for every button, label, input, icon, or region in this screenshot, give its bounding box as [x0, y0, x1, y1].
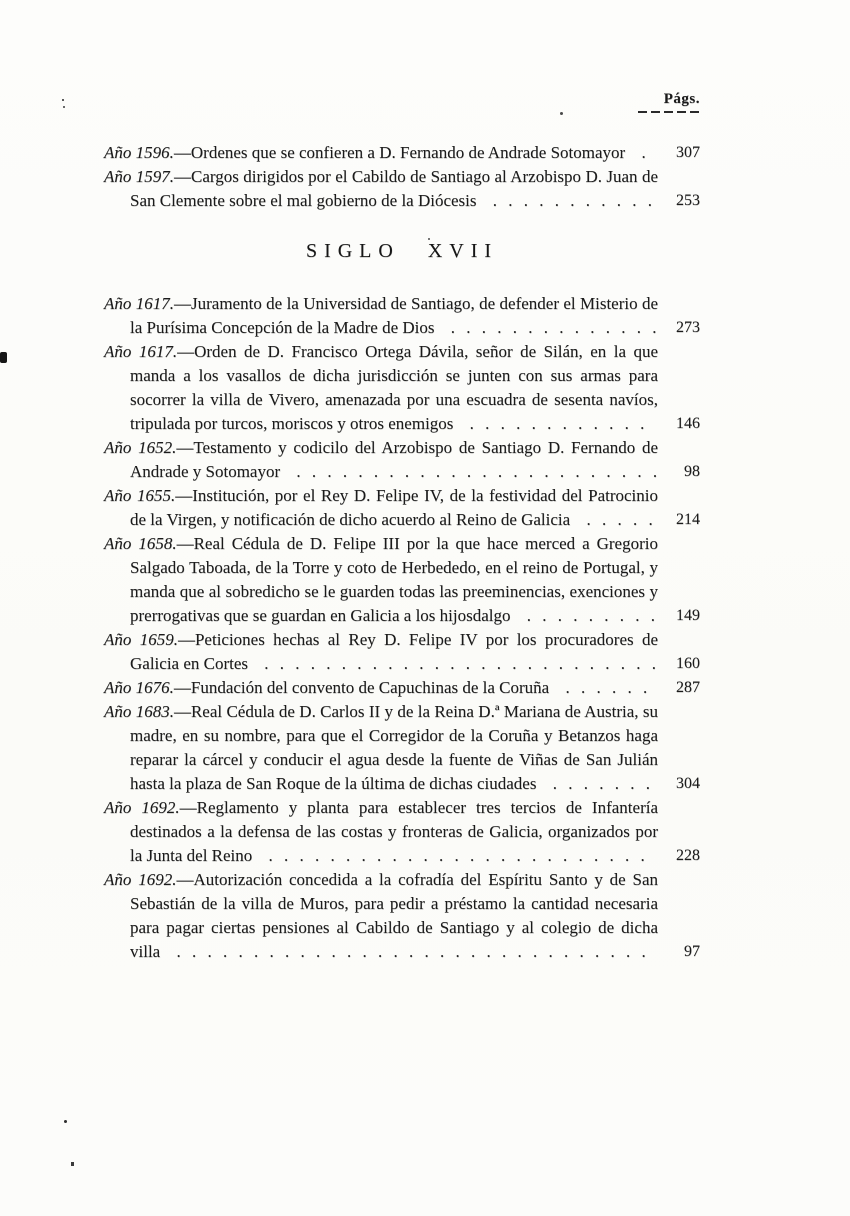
toc-entry: [104, 340, 700, 436]
entry-text: —Autorización concedida a la cofradía del Espíritu Santo y de San Sebastián de la villa de Muros, para pedir a préstamo la cantidad necesaria para pagar ciertas pensiones al Cabildo de Santiago y al colegio de dicha villa: [130, 870, 659, 961]
toc-entry: [104, 700, 700, 796]
entry-year: Año 1659.: [104, 630, 178, 649]
entry-page-number: 304: [676, 775, 700, 792]
toc-entry: [104, 532, 700, 628]
dot-leader: . . . . .: [575, 510, 653, 529]
dot-leader: . . . . . . . . . . . . . .: [439, 318, 657, 337]
dot-leader: . . . . . . . . . . . .: [458, 414, 645, 433]
toc-entry: [104, 676, 700, 700]
dot-leader: . . . . . . . . .: [515, 606, 655, 625]
scan-speck: [63, 106, 65, 108]
toc-entry: [104, 141, 700, 165]
scan-speck: [428, 238, 430, 240]
entry-text: —Cargos dirigidos por el Cabildo de Santiago al Arzobispo D. Juan de San Clemente sobre el mal gobierno de la Diócesis: [130, 167, 658, 210]
dot-leader: .: [630, 143, 646, 162]
scan-speck: [64, 1120, 67, 1123]
toc-entry: [104, 628, 700, 676]
scan-speck: [62, 99, 64, 101]
dot-leader: . . . . . . . . . . . . . . . . . . . . . . . .: [285, 462, 658, 481]
toc-entries-siglo-xvi: [104, 141, 700, 213]
entry-year: Año 1676.: [104, 678, 174, 697]
toc-entry: [104, 796, 700, 868]
entry-year: Año 1683.: [104, 702, 174, 721]
toc-entry: [104, 436, 700, 484]
entry-page-number: 287: [676, 679, 700, 696]
entry-page-number: 146: [676, 415, 700, 432]
entry-page-number: 97: [684, 943, 700, 960]
entry-text: —Juramento de la Universidad de Santiago, de defender el Misterio de la Purísima Concepción de la Madre de Dios: [130, 294, 658, 337]
entry-page-number: 228: [676, 847, 700, 864]
entry-text: —Peticiones hechas al Rey D. Felipe IV por los procuradores de Galicia en Cortes: [130, 630, 658, 673]
pags-label: Págs.: [663, 91, 700, 107]
pags-underline: [638, 111, 700, 113]
entry-year: Año 1655.: [104, 486, 176, 505]
scan-speck: [560, 112, 563, 115]
entry-year: Año 1692.: [104, 798, 180, 817]
entry-year: Año 1692.: [104, 870, 177, 889]
entry-page-number: 253: [676, 192, 700, 209]
section-heading-siglo-xvii: SIGLO XVII: [305, 240, 499, 262]
dot-leader: . . . . . . .: [541, 774, 650, 793]
entry-text: —Real Cédula de D. Felipe III por la que hace merced a Gregorio Salgado Taboada, de la Torre y coto de Herbededo, en el reino de Portugal, y manda que al sobredicho se le guarden todas las preeminencias, exenciones y prerrogativas que se guardan en Galicia a los hijosdalgo: [130, 534, 658, 625]
toc-entry: [104, 484, 700, 532]
toc-entry: [104, 165, 700, 213]
entry-year: Año 1617.: [104, 342, 178, 361]
entry-page-number: 160: [676, 655, 700, 672]
entry-text: —Real Cédula de D. Carlos II y de la Reina D.ª Mariana de Austria, su madre, en su nombre, para que el Corregidor de la Coruña y Betanzos haga reparar la cárcel y conducir el agua desde la fuente de Viñas de San Julián hasta la plaza de San Roque de la última de dichas ciudades: [130, 702, 658, 793]
toc-entry: [104, 292, 700, 340]
entry-text: —Institución, por el Rey D. Felipe IV, de la festividad del Patrocinio de la Virgen, y notificación de dicho acuerdo al Reino de Galicia: [130, 486, 658, 529]
entry-page-number: 149: [676, 607, 700, 624]
entry-year: Año 1658.: [104, 534, 177, 553]
dot-leader: . . . . . . . . . . . . . . . . . . . . . . . . . . . . . . .: [165, 942, 646, 961]
dot-leader: . . . . . . . . . . . . . . . . . . . . . . . . .: [257, 846, 645, 865]
entry-text: —Fundación del convento de Capuchinas de la Coruña: [173, 678, 550, 697]
toc-entries-siglo-xvii: [104, 292, 700, 964]
toc-entry: [104, 868, 700, 964]
entry-page-number: 273: [676, 319, 700, 336]
dot-leader: . . . . . . . . . . .: [481, 191, 653, 210]
entry-year: Año 1596.: [104, 143, 174, 162]
entry-page-number: 98: [684, 463, 700, 480]
entry-year: Año 1597.: [104, 167, 175, 186]
entry-page-number: 307: [676, 144, 700, 161]
entry-page-number: 214: [676, 511, 700, 528]
entry-text: —Ordenes que se confieren a D. Fernando de Andrade Sotomayor: [173, 143, 626, 162]
entry-year: Año 1617.: [104, 294, 174, 313]
entry-text: —Orden de D. Francisco Ortega Dávila, señor de Silán, en la que manda a los vasallos de dicha jurisdicción se junten con sus armas para socorrer la villa de Vivero, amenazada por una escuadra de sesenta navíos, tripulada por turcos, moriscos y otros enemigos: [130, 342, 658, 433]
entry-text: —Testamento y codicilo del Arzobispo de Santiago D. Fernando de Andrade y Sotomayor: [130, 438, 658, 481]
dot-leader: . . . . . . . . . . . . . . . . . . . . . . . . . .: [253, 654, 657, 673]
scan-speck: [71, 1162, 74, 1166]
entry-text: —Reglamento y planta para establecer tres tercios de Infantería destinados a la defensa de las costas y fronteras de Galicia, organizados por la Junta del Reino: [130, 798, 658, 865]
toc-sheet: [104, 90, 700, 964]
pags-header: [104, 90, 700, 113]
ink-blob-artifact: [0, 352, 7, 363]
dot-leader: . . . . . .: [554, 678, 648, 697]
entry-year: Año 1652.: [104, 438, 177, 457]
